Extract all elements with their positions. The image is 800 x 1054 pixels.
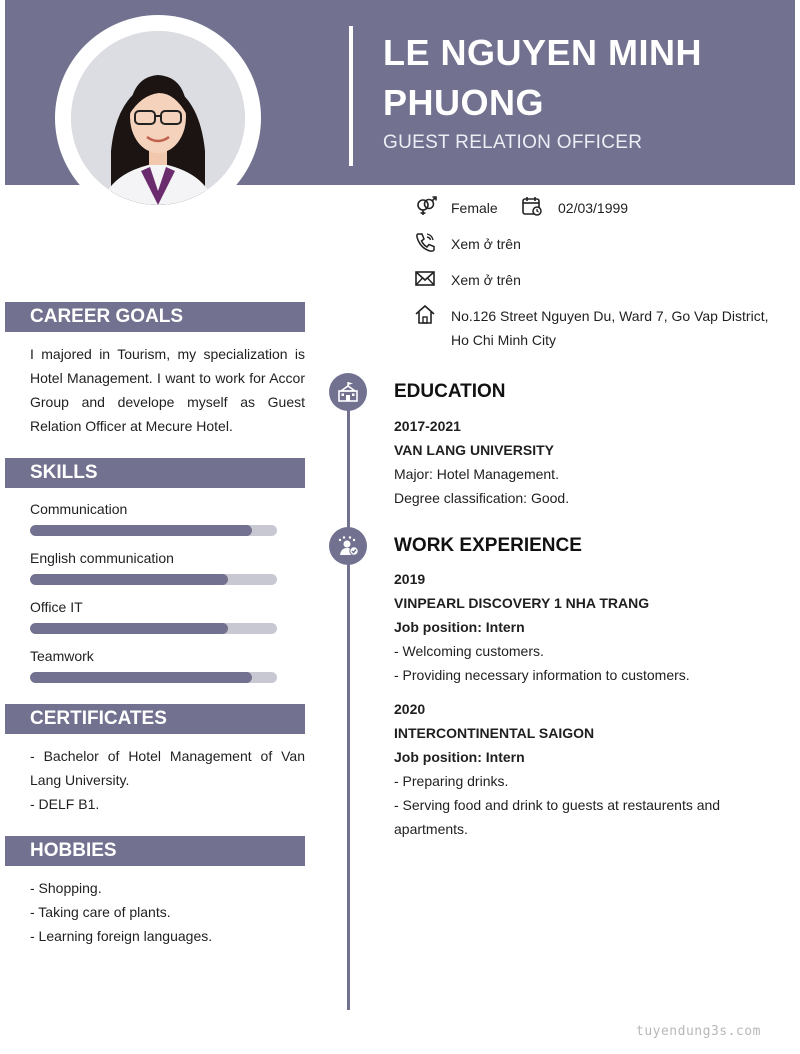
job-title: GUEST RELATION OFFICER bbox=[383, 132, 643, 153]
certificate-item: - Bachelor of Hotel Management of Van Lang University. bbox=[30, 748, 305, 788]
hobby-item: - Shopping. bbox=[30, 880, 102, 896]
watermark: tuyendung3s.com bbox=[636, 1024, 761, 1039]
calendar-icon bbox=[521, 196, 545, 216]
certificates-heading: CERTIFICATES bbox=[5, 704, 305, 734]
hobby-item: - Learning foreign languages. bbox=[30, 928, 213, 944]
education-major: Major: Hotel Management. bbox=[394, 466, 559, 482]
skill-progress-bar bbox=[30, 672, 277, 683]
certificate-item: - DELF B1. bbox=[30, 796, 100, 812]
work-year: 2019 bbox=[394, 571, 426, 587]
skill-label: Office IT bbox=[30, 599, 83, 615]
hobby-item: - Taking care of plants. bbox=[30, 904, 171, 920]
birthdate-value: 02/03/1999 bbox=[558, 200, 629, 216]
work-position: Job position: Intern bbox=[394, 749, 525, 765]
education-entry bbox=[394, 414, 764, 510]
gender-value: Female bbox=[451, 200, 498, 216]
skill-progress-fill bbox=[30, 574, 228, 585]
work-badge bbox=[329, 527, 367, 565]
hobbies-list bbox=[30, 876, 305, 948]
avatar bbox=[71, 31, 245, 205]
work-duty: - Preparing drinks. bbox=[394, 773, 509, 789]
timeline-line bbox=[347, 392, 350, 1010]
phone-value: Xem ở trên bbox=[451, 236, 521, 252]
skill-progress-bar bbox=[30, 574, 277, 585]
work-entry bbox=[394, 567, 764, 687]
work-position: Job position: Intern bbox=[394, 619, 525, 635]
work-company: INTERCONTINENTAL SAIGON bbox=[394, 725, 595, 741]
career-goals-heading: CAREER GOALS bbox=[5, 302, 305, 332]
certificates-list bbox=[30, 744, 305, 816]
skill-label: Teamwork bbox=[30, 648, 94, 664]
education-badge bbox=[329, 373, 367, 411]
phone-icon bbox=[414, 232, 438, 252]
contact-address bbox=[414, 304, 768, 352]
work-duty: - Welcoming customers. bbox=[394, 643, 544, 659]
mail-icon bbox=[414, 268, 438, 288]
name-line-2: PHUONG bbox=[383, 82, 545, 123]
skill-progress-fill bbox=[30, 672, 252, 683]
skill-progress-fill bbox=[30, 525, 252, 536]
skill-label: English communication bbox=[30, 550, 174, 566]
home-icon bbox=[414, 304, 438, 324]
address-line-1: No.126 Street Nguyen Du, Ward 7, Go Vap District, bbox=[451, 308, 769, 324]
work-company: VINPEARL DISCOVERY 1 NHA TRANG bbox=[394, 595, 650, 611]
address-value bbox=[451, 304, 768, 352]
work-duty: - Serving food and drink to guests at restaurents and apartments. bbox=[394, 797, 721, 837]
education-heading: EDUCATION bbox=[394, 381, 506, 402]
name-line-1: LE NGUYEN MINH bbox=[383, 32, 703, 73]
work-year: 2020 bbox=[394, 701, 426, 717]
skill-progress-fill bbox=[30, 623, 228, 634]
gender-icon bbox=[414, 196, 438, 216]
worker-icon bbox=[337, 535, 359, 557]
career-goals-text: I majored in Tourism, my specialization is Hotel Management. I want to work for Accor Group and develope myself as Guest Relation Officer at Mecure Hotel. bbox=[30, 346, 305, 434]
education-degree: Degree classification: Good. bbox=[394, 490, 570, 506]
school-icon bbox=[337, 381, 359, 403]
skills-heading: SKILLS bbox=[5, 458, 305, 488]
education-school: VAN LANG UNIVERSITY bbox=[394, 442, 554, 458]
skill-label: Communication bbox=[30, 501, 128, 517]
candidate-name bbox=[383, 28, 783, 128]
skill-progress-bar bbox=[30, 623, 277, 634]
address-line-2: Ho Chi Minh City bbox=[451, 332, 557, 348]
work-heading: WORK EXPERIENCE bbox=[394, 535, 582, 556]
hobbies-heading: HOBBIES bbox=[5, 836, 305, 866]
name-divider bbox=[349, 26, 353, 166]
email-value: Xem ở trên bbox=[451, 272, 521, 288]
contact-email bbox=[414, 268, 521, 292]
education-years: 2017-2021 bbox=[394, 418, 461, 434]
work-duty: - Providing necessary information to customers. bbox=[394, 667, 690, 683]
contact-phone bbox=[414, 232, 521, 256]
work-entry bbox=[394, 697, 734, 841]
skill-progress-bar bbox=[30, 525, 277, 536]
contact-gender-birth bbox=[414, 196, 628, 220]
